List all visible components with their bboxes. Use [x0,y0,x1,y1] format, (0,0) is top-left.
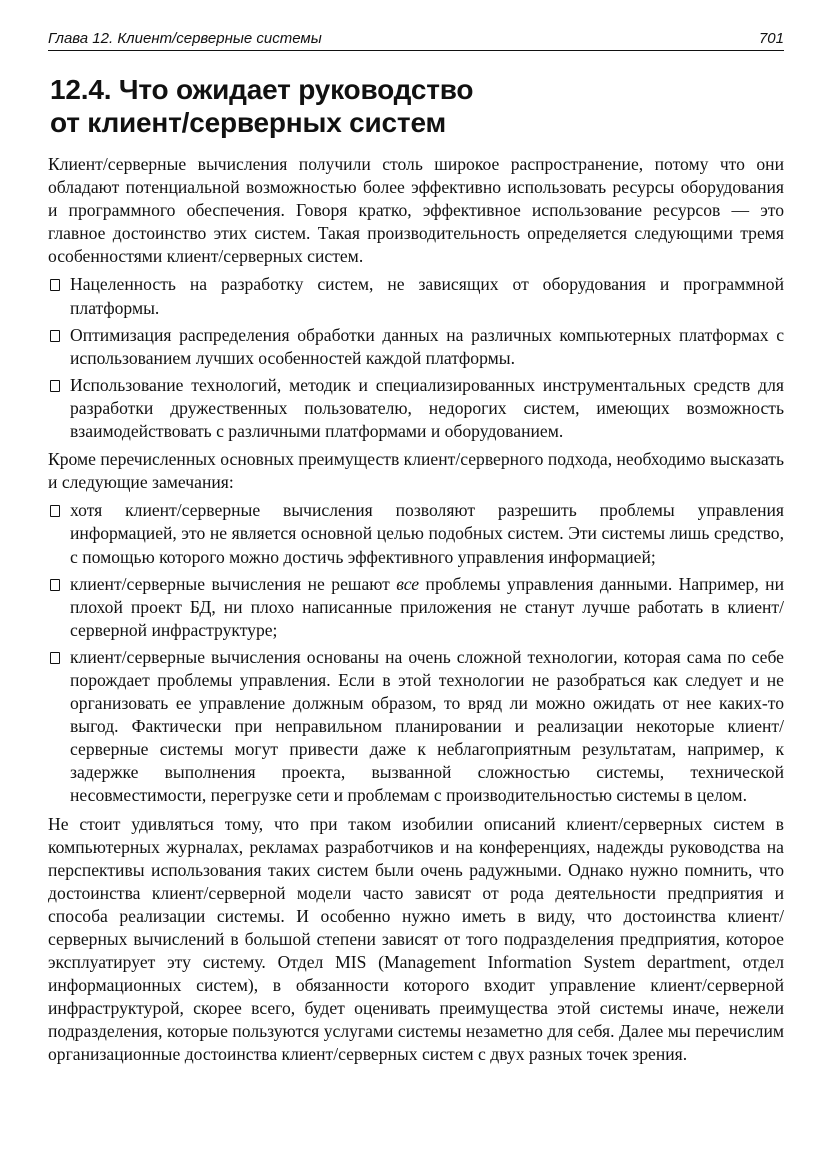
list-item [48,374,784,443]
list-item-text: Оптимизация распределения обработки данных на различных компьютерных платформах с использованием лучших особенностей каждой платформы. [70,324,784,368]
emphasis-word: все [396,573,420,594]
square-bullet-icon [50,579,60,591]
square-bullet-icon [50,279,60,291]
list-item [48,573,784,642]
square-bullet-icon [50,380,60,392]
remarks-list [48,499,784,807]
list-item [48,324,784,370]
conclusion-paragraph: Не стоит удивляться тому, что при таком изобилии описаний клиент/серверных систем в компьютерных журналах, рекламах разработчиков и на конференциях, надежды руководства на перспективы использования таких систем были очень радужными. Однако нужно помнить, что достоинства клиент/серверной модели часто зависят от рода деятельности предприятия и способа реализации системы. И особенно нужно иметь в виду, что достоинства клиент/серверных вычислений в большой степени зависят от того подразделения предприятия, которое эксплуатирует эту систему. Отдел MIS (Management Information System department, отдел информационных систем), в обязанности которого входит управление клиент/серверной инфраструктурой, скорее всего, будет оценивать преимущества этой системы иначе, нежели подразделения, которые пользуются услугами системы незаметно для себя. Далее мы перечислим организационные достоинства клиент/серверных систем с двух разных точек зрения. [48,813,784,1065]
list-item [48,646,784,808]
running-header [48,30,784,51]
page-number: 701 [758,30,784,47]
section-title [50,73,784,139]
body-text [48,153,784,1067]
chapter-title: Глава 12. Клиент/серверные системы [48,30,322,47]
list-item [48,273,784,319]
square-bullet-icon [50,505,60,517]
section-title-line-2: от клиент/серверных систем [50,107,446,138]
square-bullet-icon [50,652,60,664]
intro-paragraph: Клиент/серверные вычисления получили столь широкое распространение, потому что они обладают потенциальной возможностью более эффективно использовать ресурсы оборудования и программного обеспечения. Говоря кратко, эффективное использование ресурсов — это главное достоинство этих систем. Такая производительность определяется следующими тремя особенностями клиент/серверных систем. [48,154,784,267]
list-item-text: Нацеленность на разработку систем, не зависящих от оборудования и программной платформы. [70,274,784,318]
remarks-intro-paragraph: Кроме перечисленных основных преимуществ клиент/серверного подхода, необходимо высказать и следующие замечания: [48,449,784,493]
features-list [48,273,784,443]
list-item-text: хотя клиент/серверные вычисления позволяют разрешить проблемы управления информацией, это не является основной целью подобных систем. Эти системы лишь средство, с помощью которого можно достичь эффективного управления информацией; [70,500,784,567]
list-item-text-end: проблемы управления данными. Например, ни плохой проект БД, ни плохо написанные приложения не станут лучше работать в клиент/серверной инфраструктуре; [70,573,785,640]
list-item-text: Использование технологий, методик и специализированных инструментальных средств для разработки дружественных пользователю, недорогих систем, имеющих возможность взаимодействовать с различными платформами и оборудованием. [70,374,784,442]
list-item [48,499,784,568]
section-title-line-1: 12.4. Что ожидает руководство [50,74,474,105]
book-page [48,30,784,1072]
list-item-text: клиент/серверные вычисления основаны на очень сложной технологии, которая сама по себе порождает проблемы управления. Если в этой технологии не разобраться как следует и не организовать ее управление должным образом, то вряд ли можно ожидать от нее каких-то выгод. Фактически при неправильном планировании и реализации некоторые клиент/серверные системы могут привести даже к неблагоприятным результатам, например, к задержке выполнения проекта, вызванной сложностью системы, технической несовместимости, перегрузке сети и проблемам с производительностью системы в целом. [70,646,784,806]
list-item-text-start: клиент/серверные вычисления не решают [70,573,397,594]
square-bullet-icon [50,330,60,342]
list-item-text [70,574,784,640]
